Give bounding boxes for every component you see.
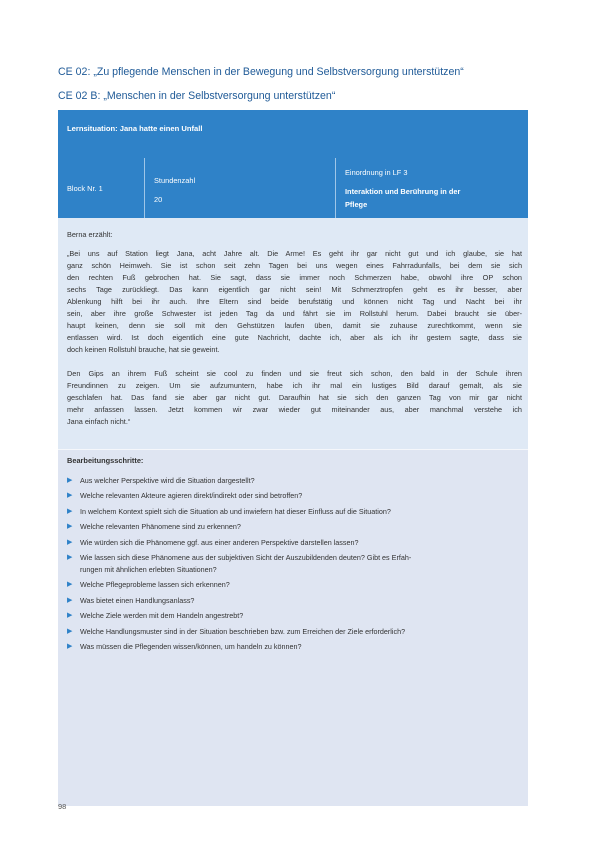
list-item: ▶ Was bietet einen Handlungsanlass? <box>67 595 195 605</box>
text-line: Freundinnen zu zeigen. Um sie aufzumuntern, habe ich ihr mal ein lustiges Bild darauf gemalt, als sie <box>67 381 522 390</box>
text-line: Den Gips an ihrem Fuß scheint sie cool zu finden und sie freut sich schon, den bald in der Schule ihren <box>67 369 522 378</box>
list-item: ▶ Welche Ziele werden mit dem Handeln angestrebt? <box>67 611 244 621</box>
classification-value-line1: Interaktion und Berührung in der <box>345 187 461 196</box>
text-line: geschlafen hat. Das fand sie aber gar nicht gut. Daraufhin hat sie sich den ganzen Tag von mir gar nicht <box>67 393 522 402</box>
info-row <box>58 158 528 218</box>
list-item: ▶ Aus welcher Perspektive wird die Situation dargestellt? <box>67 476 255 485</box>
triangle-right-icon: ▶ <box>67 507 73 515</box>
text-line: ganz schön Heimweh. Sie ist schon seit zehn Tagen bei uns wegen eines Fahrradunfalls, bei dem sie sich <box>67 261 522 270</box>
text-line: doch keinen Rollstuhl brauche, hat sie geweint. <box>67 345 220 354</box>
section-divider <box>58 449 528 450</box>
classification-value-line2: Pflege <box>345 200 368 209</box>
hours-cell <box>145 158 335 218</box>
triangle-right-icon: ▶ <box>67 553 73 561</box>
classification-cell <box>336 158 528 218</box>
story-paragraph-2 <box>67 368 522 428</box>
list-item: ▶ Wie lassen sich diese Phänomene aus der subjektiven Sicht der Auszubildenden deuten? Gibt es Erfah- rungen mit ähnlichen erlebten Situationen? <box>67 552 412 574</box>
list-item: ▶ Was müssen die Pflegenden wissen/können, um handeln zu können? <box>67 641 302 651</box>
triangle-right-icon: ▶ <box>67 596 73 604</box>
triangle-right-icon: ▶ <box>67 492 73 500</box>
work-steps-title: Bearbeitungsschritte: <box>67 456 144 465</box>
story-intro: Berna erzählt: <box>67 230 113 239</box>
text-line: mehr anfassen lassen. Jetzt kommen wir zwar wieder gut miteinander aus, aber manchmal verstehe ich <box>67 405 522 414</box>
story-paragraph-1 <box>67 248 522 356</box>
triangle-right-icon: ▶ <box>67 627 73 635</box>
work-steps-list <box>67 475 525 656</box>
list-item: ▶ Welche Pflegeprobleme lassen sich erkennen? <box>67 580 230 590</box>
learning-situation-title: Lernsituation: Jana hatte einen Unfall <box>67 124 203 133</box>
triangle-right-icon: ▶ <box>67 642 73 650</box>
text-line: haupt keinen, denn sie soll mit den Gehstützen laufen üben, damit sie zuhause zurechtkommt, wenn sie <box>67 321 522 330</box>
triangle-right-icon: ▶ <box>67 581 73 589</box>
text-line: Ablenkung hilft bei ihr auch. Ihre Eltern sind beide berufstätig und können nicht Tag und Nacht bei ihr <box>67 297 522 306</box>
list-item: ▶ Welche relevanten Akteure agieren direkt/indirekt oder sind betroffen? <box>67 491 303 501</box>
situation-story <box>58 218 528 449</box>
work-steps <box>58 449 528 806</box>
triangle-right-icon: ▶ <box>67 538 73 546</box>
text-line: sein, aber ihre große Schwester ist jeden Tag da und fährt sie im Rollstuhl herum. Dabei braucht sie über- <box>67 309 522 318</box>
hours-value: 20 <box>154 195 163 204</box>
list-item: ▶ Welche Handlungsmuster sind in der Situation beschrieben bzw. zum Erreichen der Ziele erforderlich? <box>67 626 406 636</box>
learning-situation-header <box>58 110 528 158</box>
hours-label: Stundenzahl <box>154 176 196 185</box>
text-line: den rechten Fuß gebrochen hat. Sie sagt, dass sie immer noch Schmerzen habe, obwohl ihre OP schon <box>67 273 522 282</box>
list-item: ▶ Welche relevanten Phänomene sind zu erkennen? <box>67 522 241 532</box>
text-line: entlassen wird. Ist doch eigentlich eine gute Nachricht, dachte ich, aber als ich ihr gestern sagte, dass sie <box>67 333 522 342</box>
page-number: 98 <box>58 802 67 811</box>
triangle-right-icon: ▶ <box>67 477 73 484</box>
text-line: Jana einfach nicht.“ <box>67 417 131 426</box>
text-line: sechs Tage zurückliegt. Das kann eigentlich gar nicht sein! Mit Schmerztropfen geht es ihr besser, aber <box>67 285 522 294</box>
chapter-heading: CE 02: „Zu pflegende Menschen in der Bewegung und Selbstversorgung unterstützen“ <box>58 66 464 78</box>
triangle-right-icon: ▶ <box>67 612 73 620</box>
list-item: ▶ Wie würden sich die Phänomene ggf. aus einer anderen Perspektive darstellen lassen? <box>67 537 359 547</box>
section-heading: CE 02 B: „Menschen in der Selbstversorgung unterstützen“ <box>58 90 336 102</box>
block-number: Block Nr. 1 <box>67 184 103 193</box>
block-cell <box>58 158 144 218</box>
list-item: ▶ In welchem Kontext spielt sich die Situation ab und inwiefern hat dieser Einfluss auf die Situation? <box>67 506 391 516</box>
text-line: „Bei uns auf Station liegt Jana, acht Jahre alt. Die Arme! Es geht ihr gar nicht gut und ich glaube, sie hat <box>67 249 522 258</box>
classification-label: Einordnung in LF 3 <box>345 168 408 177</box>
triangle-right-icon: ▶ <box>67 523 73 531</box>
